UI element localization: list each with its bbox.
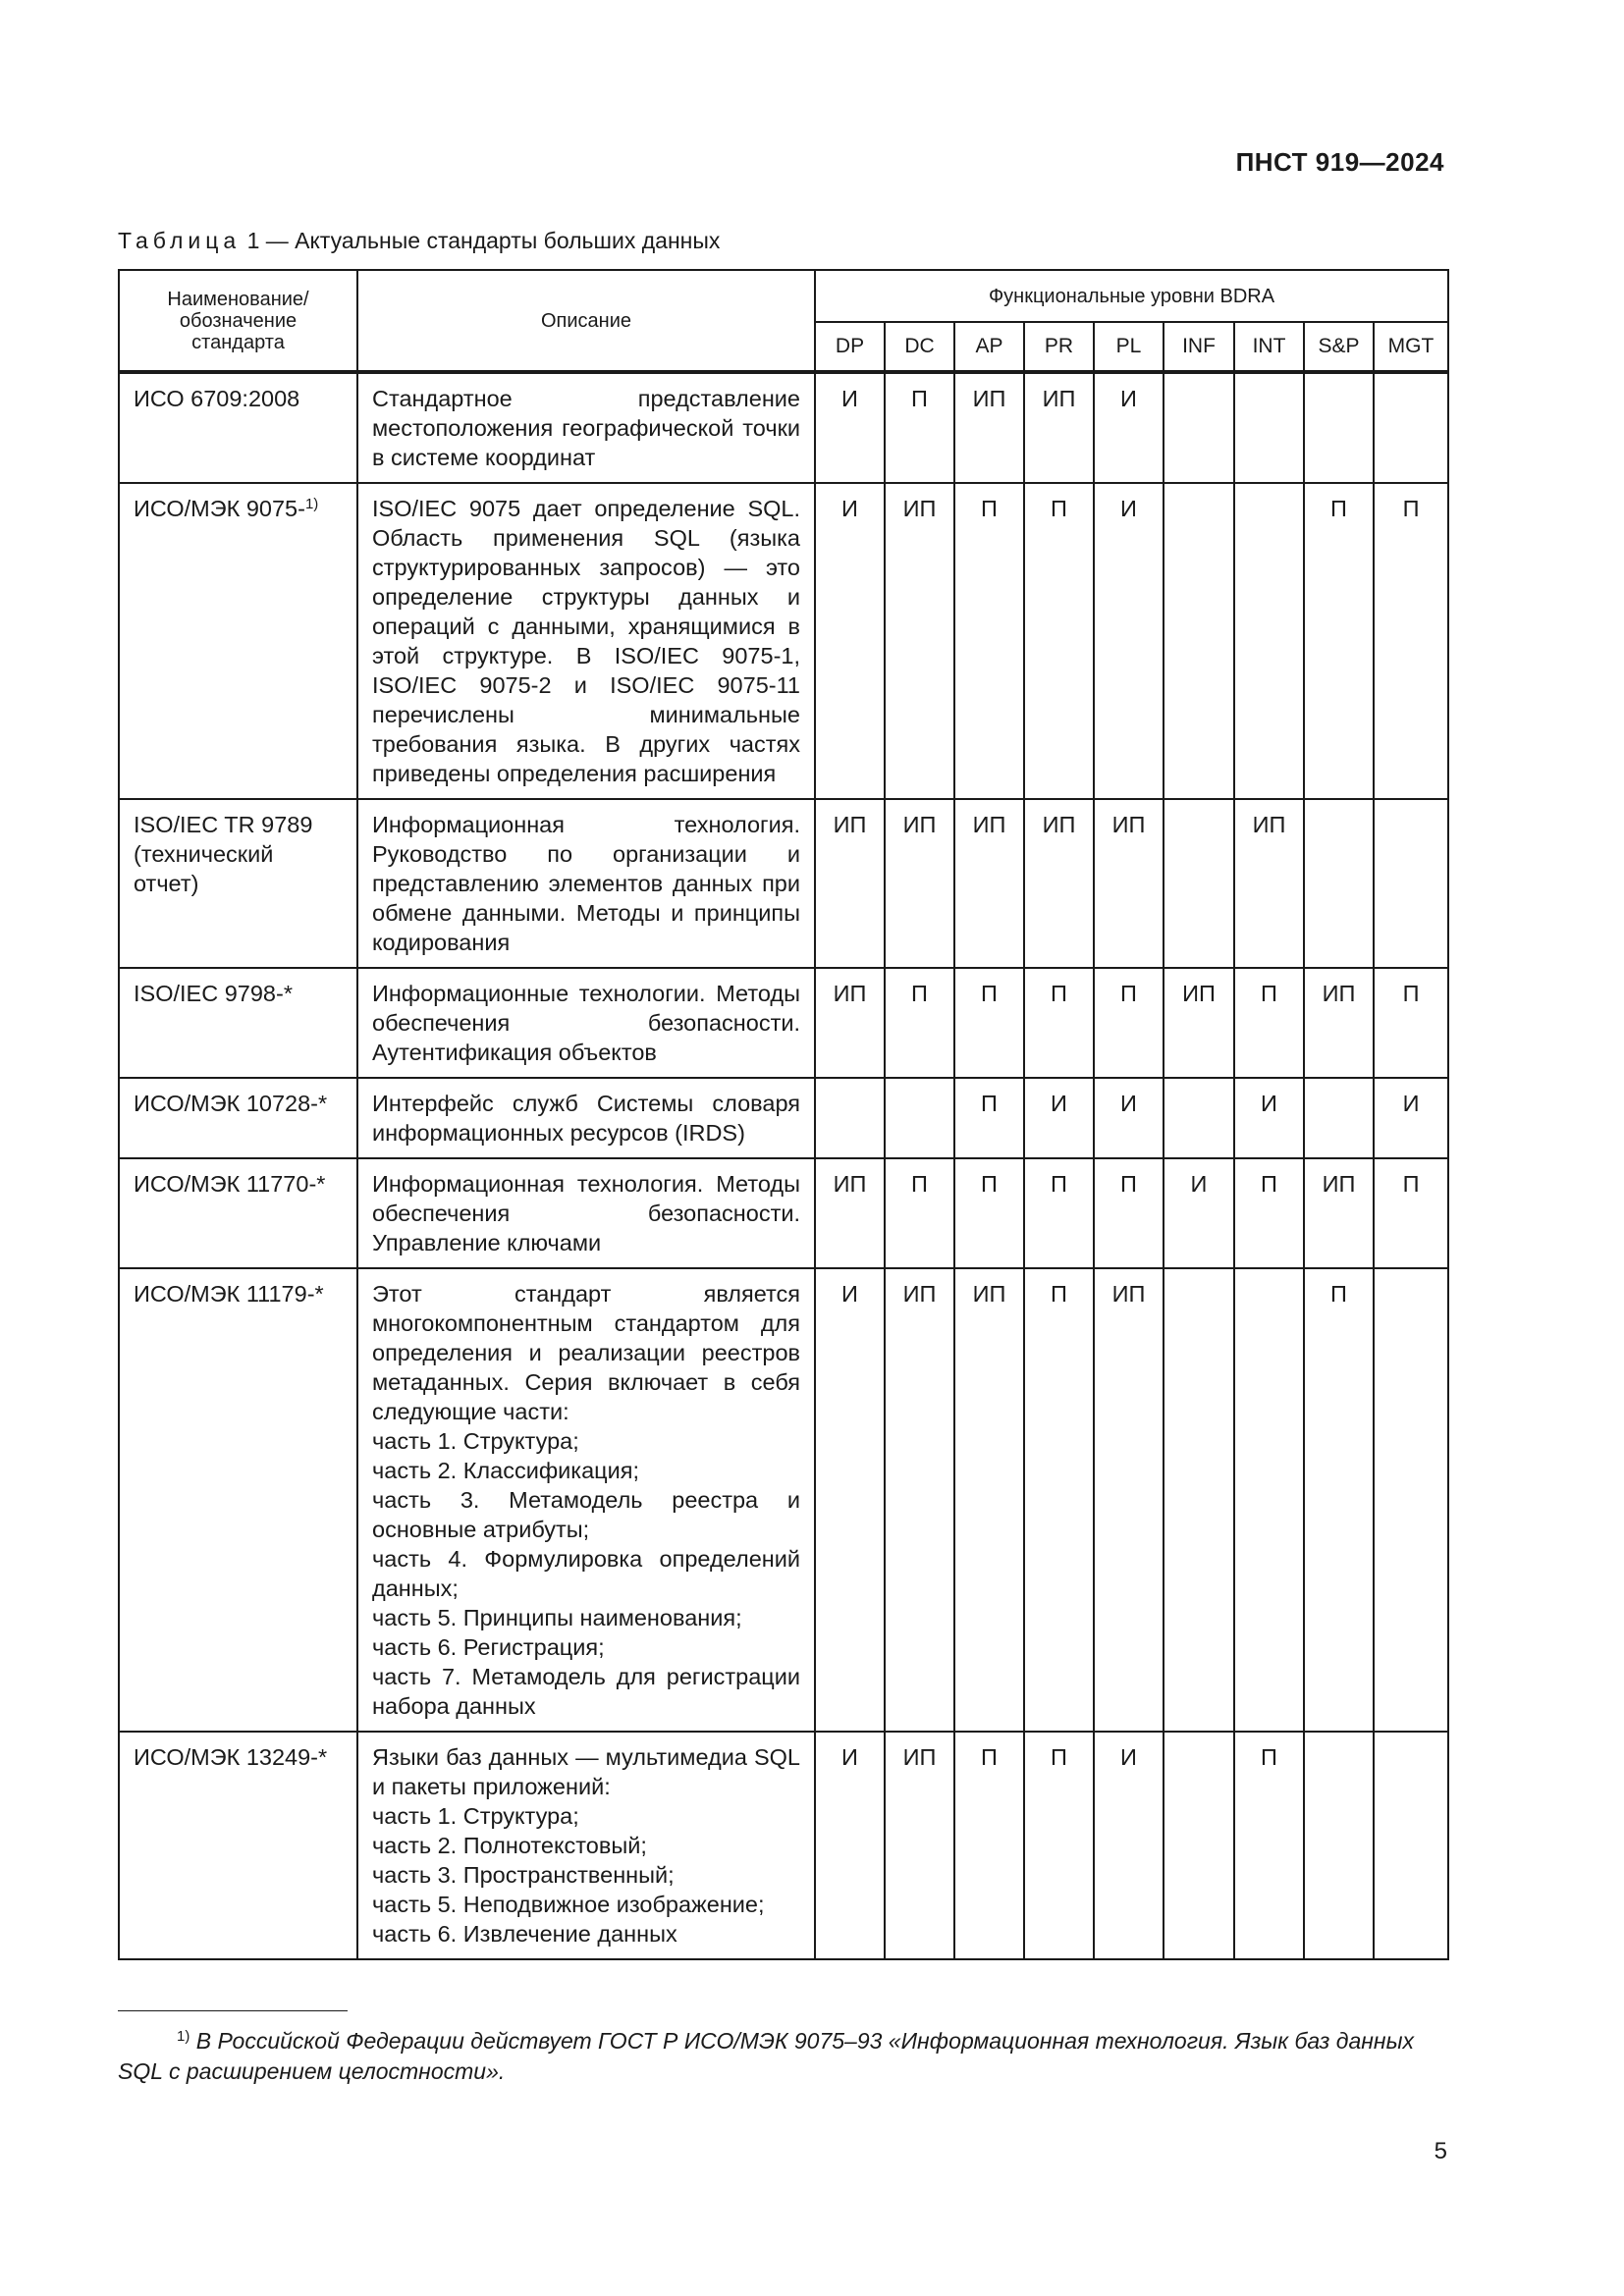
level-cell — [1304, 1078, 1374, 1158]
level-cell — [815, 1078, 885, 1158]
level-cell: П — [954, 483, 1024, 799]
table-caption-text: 1 — Актуальные стандарты больших данных — [241, 228, 721, 253]
level-cell: ИП — [1094, 799, 1164, 968]
level-cell: П — [954, 1732, 1024, 1959]
table-row — [119, 1732, 1448, 1959]
table-caption-prefix: Таблица — [118, 228, 242, 253]
level-cell: П — [1094, 1158, 1164, 1268]
column-header-level: INF — [1164, 322, 1234, 372]
level-cell — [1304, 799, 1374, 968]
level-cell: П — [1234, 968, 1304, 1078]
level-cell: И — [1094, 1732, 1164, 1959]
standard-description: Этот стандарт является многокомпонентным стандартом для определения и реализации реестров метаданных. Серия включает в себя следующие части: часть 1. Структура; часть 2. Классификация; часть 3. Метамодель реестра и основные атрибуты; часть 4. Формулировка определений данных; часть 5. Принципы наименования; часть 6. Регистрация; часть 7. Метамодель для регистрации набора данных — [357, 1268, 815, 1732]
level-cell: П — [1024, 1732, 1094, 1959]
level-cell: П — [1304, 483, 1374, 799]
standard-description: Стандартное представление местоположения географической точки в системе координат — [357, 372, 815, 483]
standard-description: Информационная технология. Методы обеспечения безопасности. Управление ключами — [357, 1158, 815, 1268]
table-row — [119, 968, 1448, 1078]
level-cell: ИП — [954, 1268, 1024, 1732]
standard-designation: ISO/IEC TR 9789 (технический отчет) — [134, 812, 313, 896]
level-cell — [1234, 1268, 1304, 1732]
level-cell — [1374, 1732, 1448, 1959]
document-designation: ПНСТ 919—2024 — [1235, 147, 1444, 177]
page-number: 5 — [1434, 2138, 1447, 2164]
column-header-level: INT — [1234, 322, 1304, 372]
standard-designation: ИСО 6709:2008 — [134, 386, 300, 411]
standards-table — [118, 269, 1449, 1960]
level-cell: ИП — [1094, 1268, 1164, 1732]
standard-description: Информационные технологии. Методы обеспечения безопасности. Аутентификация объектов — [357, 968, 815, 1078]
table-row — [119, 1158, 1448, 1268]
level-cell: ИП — [815, 1158, 885, 1268]
level-cell: П — [1304, 1268, 1374, 1732]
column-header-level: DC — [885, 322, 954, 372]
level-cell: П — [1374, 483, 1448, 799]
level-cell — [1304, 372, 1374, 483]
table-row — [119, 483, 1448, 799]
standard-designation-cell — [119, 1268, 357, 1732]
standard-designation-cell — [119, 372, 357, 483]
level-cell: И — [1094, 1078, 1164, 1158]
level-cell: ИП — [1304, 1158, 1374, 1268]
column-group-header-bdra-levels: Функциональные уровни BDRA — [815, 270, 1448, 322]
level-cell: ИП — [815, 968, 885, 1078]
column-header-level: PL — [1094, 322, 1164, 372]
standard-designation-cell — [119, 1732, 357, 1959]
level-cell — [1164, 1268, 1234, 1732]
table-row — [119, 372, 1448, 483]
level-cell: П — [1024, 1158, 1094, 1268]
level-cell — [1164, 1732, 1234, 1959]
level-cell: ИП — [1234, 799, 1304, 968]
footnote-marker: 1) — [177, 2028, 190, 2045]
standard-description: ISO/IEC 9075 дает определение SQL. Область применения SQL (языка структурированных запросов) — это определение структуры данных и операций с данными, хранящимися в этой структуре. В ISO/IEC 9075-1, ISO/IEC 9075-2 и ISO/IEC 9075-11 перечислены минимальные требования языка. В других частях приведены определения расширения — [357, 483, 815, 799]
level-cell: П — [1024, 1268, 1094, 1732]
level-cell: П — [954, 1158, 1024, 1268]
level-cell: П — [1094, 968, 1164, 1078]
level-cell: П — [1024, 968, 1094, 1078]
standard-designation-cell — [119, 1158, 357, 1268]
level-cell: П — [1234, 1732, 1304, 1959]
level-cell: И — [1374, 1078, 1448, 1158]
level-cell — [1234, 372, 1304, 483]
level-cell: И — [1094, 483, 1164, 799]
level-cell: П — [1234, 1158, 1304, 1268]
level-cell: ИП — [885, 483, 954, 799]
level-cell — [1234, 483, 1304, 799]
standard-designation-cell — [119, 1078, 357, 1158]
level-cell: П — [1024, 483, 1094, 799]
footnote-reference: 1) — [304, 496, 319, 512]
column-header-level: PR — [1024, 322, 1094, 372]
standard-designation: ИСО/МЭК 10728-* — [134, 1091, 328, 1116]
table-row — [119, 799, 1448, 968]
standard-description: Языки баз данных — мультимедиа SQL и пакеты приложений: часть 1. Структура; часть 2. Полнотекстовый; часть 3. Пространственный; часть 5. Неподвижное изображение; часть 6. Извлечение данных — [357, 1732, 815, 1959]
column-header-level: S&P — [1304, 322, 1374, 372]
level-cell: И — [1164, 1158, 1234, 1268]
level-cell: И — [815, 372, 885, 483]
level-cell: И — [815, 1732, 885, 1959]
level-cell: ИП — [1164, 968, 1234, 1078]
column-header-description: Описание — [357, 270, 815, 372]
standard-description: Интерфейс служб Системы словаря информационных ресурсов (IRDS) — [357, 1078, 815, 1158]
footnote-text: В Российской Федерации действует ГОСТ Р ИСО/МЭК 9075–93 «Информационная технология. Язык баз данных SQL с расширением целостности». — [118, 2028, 1415, 2084]
standard-description: Информационная технология. Руководство по организации и представлению элементов данных при обмене данными. Методы и принципы кодирования — [357, 799, 815, 968]
level-cell: П — [885, 1158, 954, 1268]
level-cell: П — [954, 968, 1024, 1078]
table-row — [119, 1268, 1448, 1732]
level-cell — [1304, 1732, 1374, 1959]
level-cell — [1164, 372, 1234, 483]
level-cell: И — [1024, 1078, 1094, 1158]
level-cell: П — [885, 372, 954, 483]
level-cell — [885, 1078, 954, 1158]
level-cell — [1374, 1268, 1448, 1732]
standard-designation: ИСО/МЭК 13249-* — [134, 1744, 328, 1770]
level-cell: И — [1234, 1078, 1304, 1158]
standard-designation: ISO/IEC 9798-* — [134, 981, 293, 1006]
level-cell: ИП — [885, 1268, 954, 1732]
level-cell: П — [1374, 968, 1448, 1078]
level-cell: П — [885, 968, 954, 1078]
standard-designation: ИСО/МЭК 11770-* — [134, 1171, 326, 1197]
column-header-level: AP — [954, 322, 1024, 372]
column-header-level: MGT — [1374, 322, 1448, 372]
level-cell: И — [815, 483, 885, 799]
level-cell: ИП — [1304, 968, 1374, 1078]
standard-designation-cell — [119, 483, 357, 799]
level-cell: ИП — [1024, 372, 1094, 483]
column-header-name: Наименование/ обозначение стандарта — [119, 270, 357, 372]
footnote — [118, 2026, 1447, 2087]
level-cell: ИП — [815, 799, 885, 968]
standard-designation-cell — [119, 968, 357, 1078]
level-cell: И — [815, 1268, 885, 1732]
level-cell: П — [1374, 1158, 1448, 1268]
standard-designation: ИСО/МЭК 9075- — [134, 496, 305, 521]
level-cell — [1374, 799, 1448, 968]
table-row — [119, 1078, 1448, 1158]
level-cell: П — [954, 1078, 1024, 1158]
level-cell — [1374, 372, 1448, 483]
table-caption — [118, 228, 720, 254]
standard-designation-cell — [119, 799, 357, 968]
level-cell: ИП — [885, 799, 954, 968]
footnote-separator — [118, 2010, 348, 2011]
column-header-level: DP — [815, 322, 885, 372]
standard-designation: ИСО/МЭК 11179-* — [134, 1281, 324, 1307]
level-cell — [1164, 1078, 1234, 1158]
level-cell — [1164, 799, 1234, 968]
level-cell: ИП — [1024, 799, 1094, 968]
level-cell: И — [1094, 372, 1164, 483]
level-cell: ИП — [885, 1732, 954, 1959]
level-cell — [1164, 483, 1234, 799]
level-cell: ИП — [954, 372, 1024, 483]
level-cell: ИП — [954, 799, 1024, 968]
